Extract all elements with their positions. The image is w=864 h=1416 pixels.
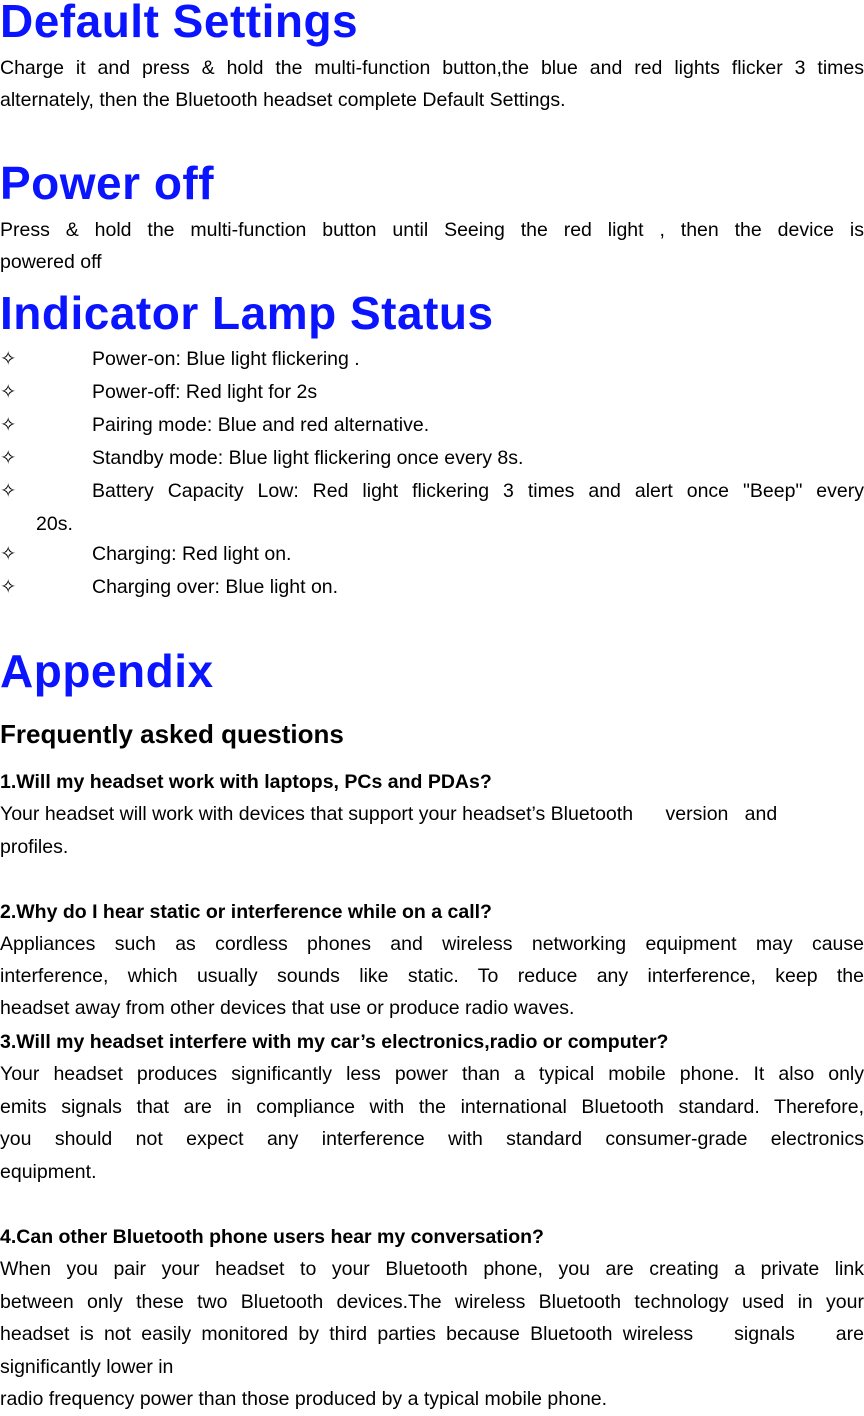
faq-answer-4-line-3: headset is not easily monitored by third parties because Bluetooth wireless signals are (0, 1323, 864, 1345)
faq-answer-1-line-2: profiles. (0, 836, 69, 858)
indicator-item-text: Power-off: Red light for 2s (92, 381, 318, 403)
star-bullet-icon: ✧ (0, 576, 17, 598)
faq-question-1: 1.Will my headset work with laptops, PCs and PDAs? (0, 771, 492, 793)
default-settings-text-line-2: alternately, then the Bluetooth headset complete Default Settings. (0, 89, 566, 111)
faq-answer-4-line-1: When you pair your headset to your Bluetooth phone, you are creating a private link (0, 1258, 864, 1280)
star-bullet-icon: ✧ (0, 414, 17, 436)
faq-answer-3-line-2: emits signals that are in compliance with the international Bluetooth standard. Therefore, (0, 1096, 864, 1118)
star-bullet-icon: ✧ (0, 348, 17, 370)
indicator-item-text: Charging: Red light on. (92, 543, 292, 565)
indicator-lamp-status-heading: Indicator Lamp Status (0, 287, 494, 339)
faq-question-3: 3.Will my headset interfere with my car’s electronics,radio or computer? (0, 1031, 669, 1053)
faq-answer-3-line-1: Your headset produces significantly less power than a typical mobile phone. It also only (0, 1063, 864, 1085)
faq-answer-2-line-3: headset away from other devices that use or produce radio waves. (0, 997, 575, 1019)
indicator-item-text: Charging over: Blue light on. (92, 576, 339, 598)
indicator-item-text: Power-on: Blue light flickering . (92, 348, 360, 370)
appendix-heading: Appendix (0, 645, 214, 697)
faq-heading: Frequently asked questions (0, 719, 344, 749)
faq-answer-2-line-1: Appliances such as cordless phones and wireless networking equipment may cause (0, 933, 864, 955)
star-bullet-icon: ✧ (0, 480, 17, 502)
indicator-item-text-continuation: 20s. (36, 512, 73, 535)
indicator-item-text: Battery Capacity Low: Red light flickering 3 times and alert once "Beep" every (92, 480, 864, 502)
power-off-heading: Power off (0, 157, 215, 209)
power-off-text-line-1: Press & hold the multi-function button until Seeing the red light , then the device is (0, 219, 864, 241)
faq-answer-1-line-1: Your headset will work with devices that support your headset’s Bluetooth version and (0, 803, 778, 825)
default-settings-text-line-1: Charge it and press & hold the multi-function button,the blue and red lights flicker 3 times (0, 57, 864, 79)
indicator-item-text: Standby mode: Blue light flickering once every 8s. (92, 447, 524, 469)
star-bullet-icon: ✧ (0, 447, 17, 469)
faq-answer-4-line-5: radio frequency power than those produced by a typical mobile phone. (0, 1388, 608, 1410)
star-bullet-icon: ✧ (0, 381, 17, 403)
default-settings-heading: Default Settings (0, 0, 359, 47)
indicator-item-text: Pairing mode: Blue and red alternative. (92, 414, 430, 436)
faq-question-4: 4.Can other Bluetooth phone users hear my conversation? (0, 1226, 544, 1248)
faq-answer-3-line-3: you should not expect any interference with standard consumer-grade electronics (0, 1128, 864, 1150)
faq-question-2: 2.Why do I hear static or interference while on a call? (0, 901, 492, 923)
faq-answer-4-line-4: significantly lower in (0, 1356, 174, 1378)
faq-answer-3-line-4: equipment. (0, 1161, 97, 1183)
power-off-text-line-2: powered off (0, 251, 102, 273)
star-bullet-icon: ✧ (0, 543, 17, 565)
faq-answer-2-line-2: interference, which usually sounds like static. To reduce any interference, keep the (0, 965, 864, 987)
faq-answer-4-line-2: between only these two Bluetooth devices.The wireless Bluetooth technology used in your (0, 1291, 864, 1313)
